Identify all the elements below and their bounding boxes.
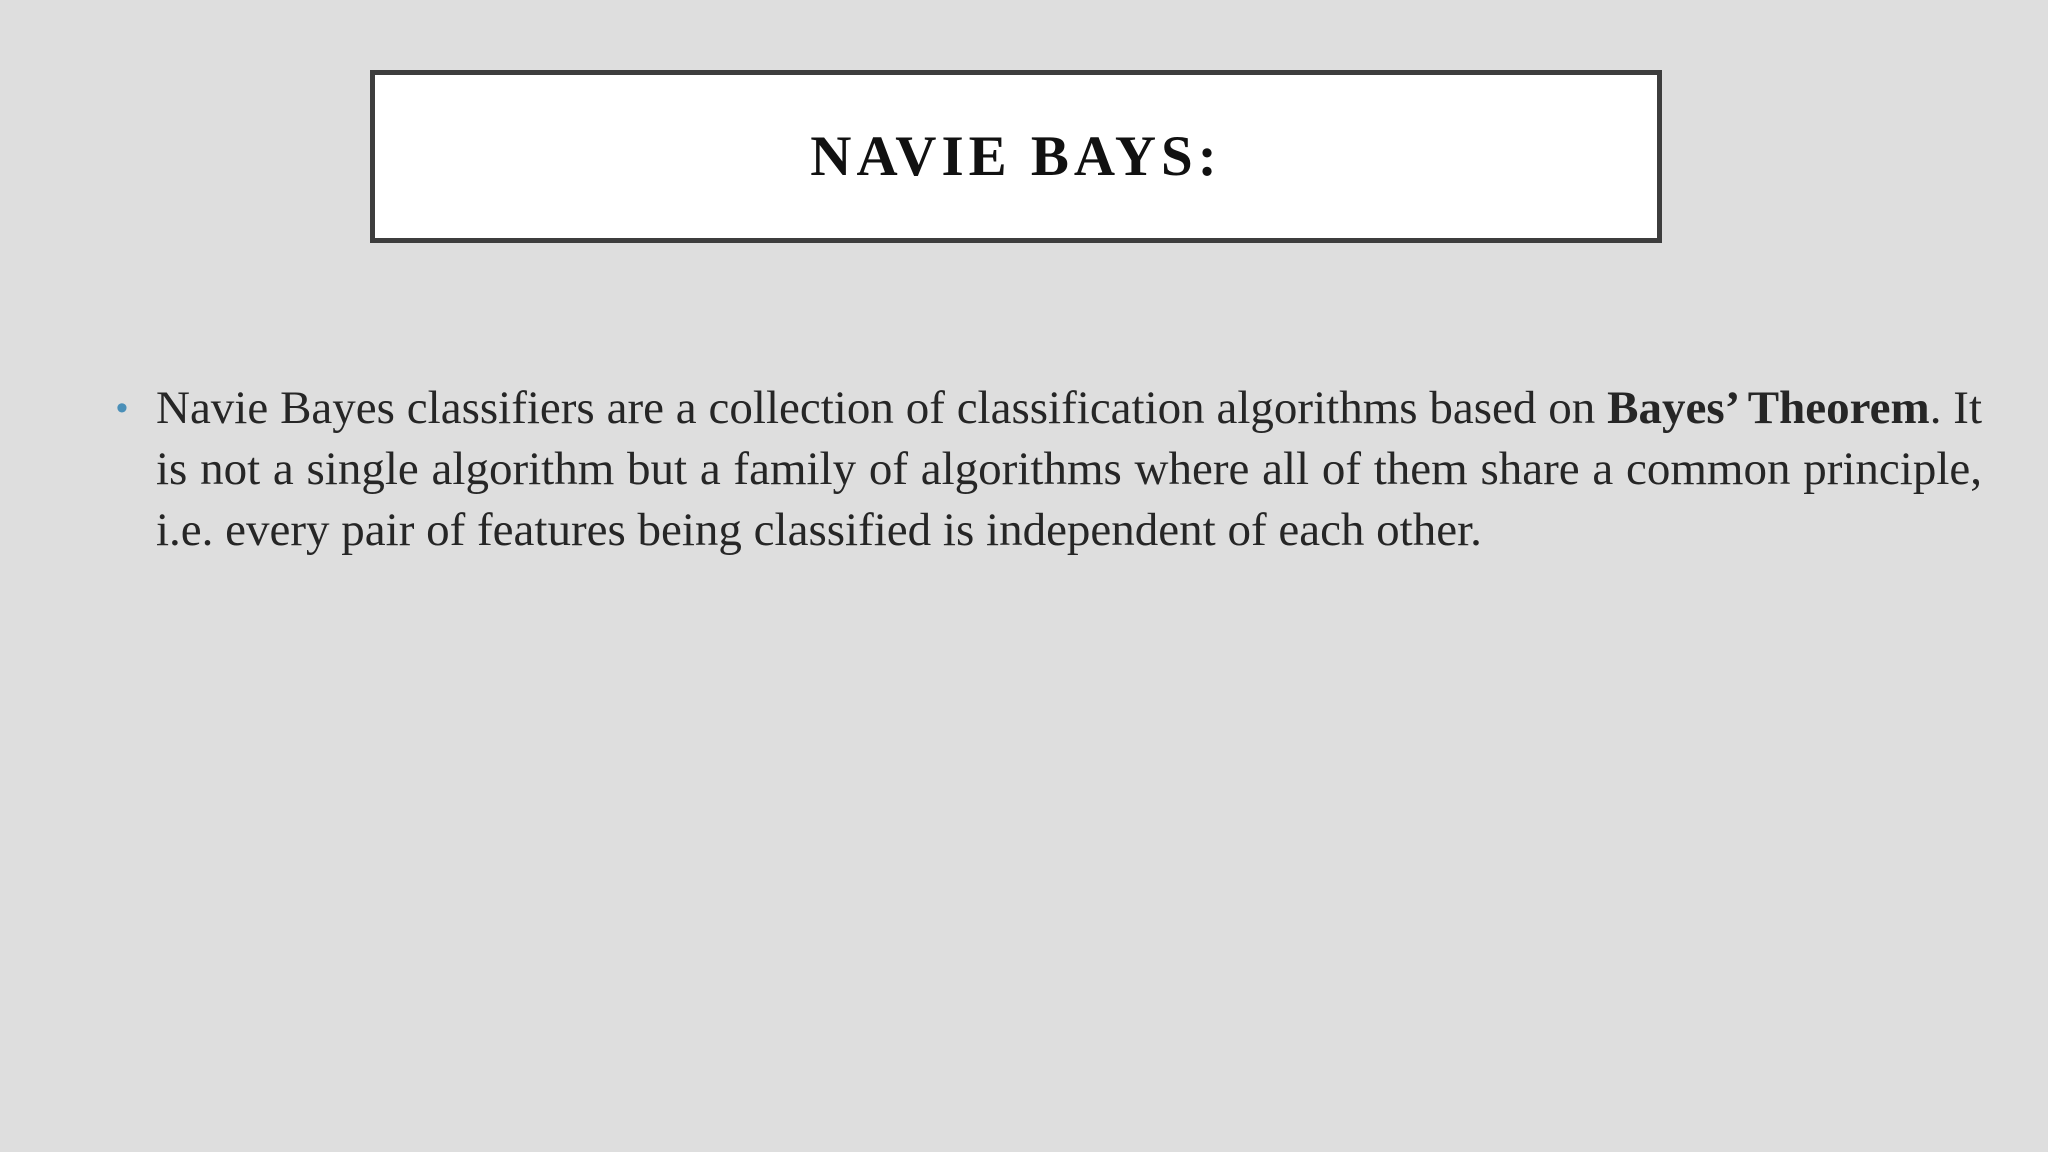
title-box xyxy=(370,70,1662,243)
slide-body xyxy=(110,378,1982,561)
bullet-text-bold-term: Bayes’ Theorem xyxy=(1607,382,1930,434)
bullet-text-rest: . It is not a single algorithm but a family of algorithms where all of them share a common principle, i.e. every pair of features being classified is independent of each other. xyxy=(156,382,1983,556)
bullet-text xyxy=(156,378,1982,561)
bullet-dot-icon: • xyxy=(116,389,128,427)
bullet-item xyxy=(110,378,1982,561)
bullet-text-intro: Navie Bayes classifiers are a collection of classification algorithms based on xyxy=(156,382,1608,434)
slide-title: NAVIE BAYS: xyxy=(810,125,1222,188)
